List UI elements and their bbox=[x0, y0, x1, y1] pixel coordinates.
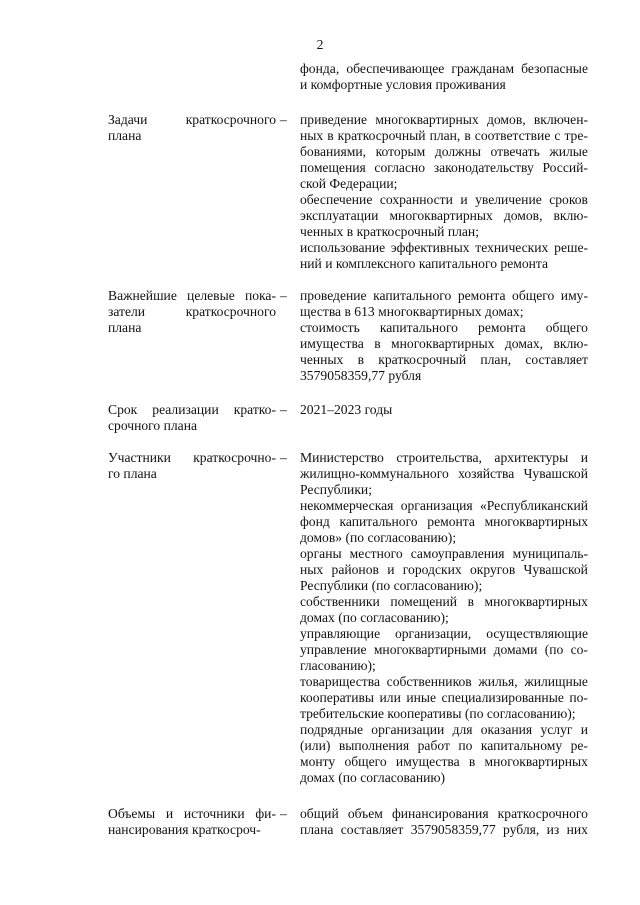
label-line: плана bbox=[108, 128, 142, 143]
text-line: общий объем финансирования краткосрочного bbox=[300, 806, 588, 821]
section-label bbox=[108, 806, 276, 838]
text-line: использование эффективных технических реше- bbox=[300, 240, 588, 255]
section-label bbox=[108, 402, 276, 434]
text-line: домах (по согласованию); bbox=[300, 610, 449, 625]
text-line: 2021–2023 годы bbox=[300, 402, 393, 417]
text-line: подрядные организации для оказания услуг и bbox=[300, 722, 588, 737]
text-line: эксплуатации многоквартирных домов, вклю- bbox=[300, 208, 588, 223]
text-line: ных районов и городских округов Чувашской bbox=[300, 562, 588, 577]
text-line: проведение капитального ремонта общего иму- bbox=[300, 288, 588, 303]
text-line: Республики (по согласованию); bbox=[300, 578, 483, 593]
section-body bbox=[300, 450, 588, 786]
text-line: собственники помещений в многоквартирных bbox=[300, 594, 588, 609]
text-line: органы местного самоуправления муниципаль- bbox=[300, 546, 588, 561]
label-line: Объемы и источники фи- bbox=[108, 806, 276, 821]
text-line: ченных в краткосрочный план; bbox=[300, 224, 479, 239]
section-label bbox=[108, 450, 276, 482]
text-line: Республики; bbox=[300, 482, 372, 497]
dash-separator: – bbox=[280, 806, 287, 821]
section-body bbox=[300, 806, 588, 838]
text-line: и комфортные условия проживания bbox=[300, 77, 506, 92]
section-body bbox=[300, 402, 588, 418]
section-body bbox=[300, 112, 588, 272]
text-line: обеспечение сохранности и увеличение сроков bbox=[300, 192, 588, 207]
text-line: Министерство строительства, архитектуры и bbox=[300, 450, 588, 465]
section-body bbox=[300, 288, 588, 384]
section-label bbox=[108, 288, 276, 336]
dash-separator: – bbox=[280, 112, 287, 127]
text-line: ченных в краткосрочный план, составляет bbox=[300, 352, 588, 367]
text-line: 3579058359,77 рубля bbox=[300, 368, 422, 383]
dash-separator: – bbox=[280, 402, 287, 417]
dash-separator: – bbox=[280, 450, 287, 465]
text-line: щества в 613 многоквартирных домах; bbox=[300, 304, 524, 319]
text-line: бованиями, которым должны отвечать жилые bbox=[300, 144, 588, 159]
text-line: имущества в многоквартирных домах, вклю- bbox=[300, 336, 588, 351]
label-line: плана bbox=[108, 320, 142, 335]
text-line: фонда, обеспечивающее гражданам безопасные bbox=[300, 61, 588, 76]
dash-separator: – bbox=[280, 288, 287, 303]
text-line: кооперативы или иные специализированные по- bbox=[300, 690, 588, 705]
label-line: го плана bbox=[108, 466, 157, 481]
text-line: стоимость капитального ремонта общего bbox=[300, 320, 588, 335]
label-line: затели краткосрочного bbox=[108, 304, 276, 319]
text-line: требительские кооперативы (по согласованию); bbox=[300, 706, 576, 721]
section-label bbox=[108, 112, 276, 144]
text-line: монту общего имущества в многоквартирных bbox=[300, 754, 588, 769]
text-line: приведение многоквартирных домов, включен- bbox=[300, 112, 588, 127]
label-line: Важнейшие целевые пока- bbox=[108, 288, 276, 303]
label-line: Участники краткосрочно- bbox=[108, 450, 276, 465]
text-line: (или) выполнения работ по капитальному ре- bbox=[300, 738, 588, 753]
text-line: ской Федерации; bbox=[300, 176, 398, 191]
text-line: фонд капитального ремонта многоквартирных bbox=[300, 514, 588, 529]
text-line: домов» (по согласованию); bbox=[300, 530, 457, 545]
intro-text bbox=[300, 61, 588, 93]
text-line: ных в краткосрочный план, в соответствие с тре- bbox=[300, 128, 588, 143]
text-line: жилищно-коммунального хозяйства Чувашской bbox=[300, 466, 588, 481]
label-line: Срок реализации кратко- bbox=[108, 402, 276, 417]
label-line: Задачи краткосрочного bbox=[108, 112, 276, 127]
text-line: ний и комплексного капитального ремонта bbox=[300, 256, 549, 271]
text-line: товарищества собственников жилья, жилищные bbox=[300, 674, 588, 689]
text-line: плана составляет 3579058359,77 рубля, из них bbox=[300, 822, 588, 837]
text-line: управление многоквартирными домами (по со- bbox=[300, 642, 588, 657]
page-number: 2 bbox=[316, 37, 324, 52]
text-line: некоммерческая организация «Республиканский bbox=[300, 498, 588, 513]
text-line: управляющие организации, осуществляющие bbox=[300, 626, 588, 641]
text-line: домах (по согласованию) bbox=[300, 770, 446, 785]
text-line: гласованию); bbox=[300, 658, 376, 673]
label-line: нансирования краткосроч- bbox=[108, 822, 261, 837]
label-line: срочного плана bbox=[108, 418, 198, 433]
text-line: помещения согласно законодательству Россий- bbox=[300, 160, 588, 175]
